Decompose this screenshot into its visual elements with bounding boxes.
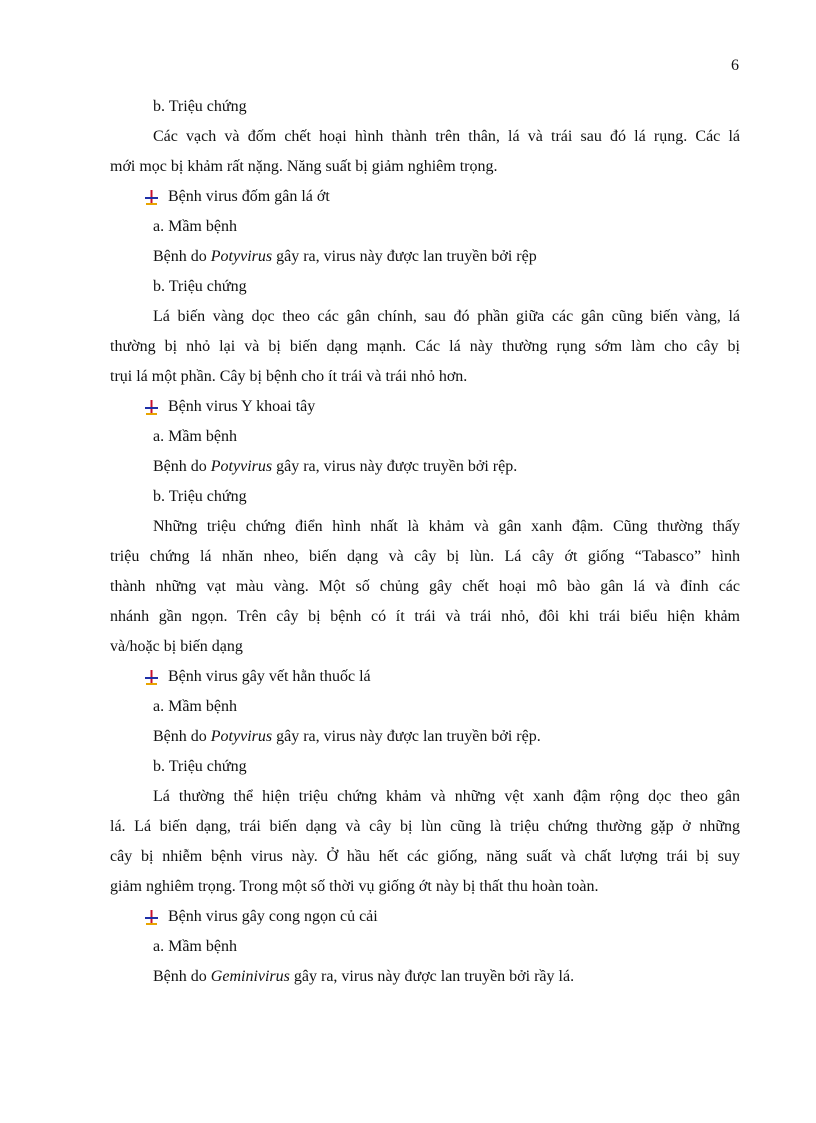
paragraph-line: nhánh gần ngọn. Trên cây bị bệnh có ít trái và trái nhỏ, đôi khi trái biểu hiện khảm <box>110 608 740 625</box>
section-heading <box>110 662 740 692</box>
bullet-icon <box>144 399 159 416</box>
paragraph-line <box>110 452 740 482</box>
bullet-icon <box>144 189 159 206</box>
paragraph-line: thường bị nhỏ lại và bị biến dạng mạnh. Các lá này thường rụng sớm làm cho cây bị <box>110 338 740 355</box>
text-run: gây ra, virus này được lan truyền bởi rầy lá. <box>289 968 575 985</box>
subheading: a. Mầm bệnh <box>153 938 237 955</box>
paragraph-line: Lá thường thể hiện triệu chứng khảm và những vệt xanh đậm rộng dọc theo gân <box>153 788 740 805</box>
paragraph-line: triệu chứng lá nhăn nheo, biến dạng và cây bị lùn. Lá cây ớt giống “Tabasco” hình <box>110 548 740 565</box>
pathogen-name: Potyvirus <box>210 248 273 265</box>
paragraph-line <box>110 242 740 272</box>
paragraph-line: lá. Lá biến dạng, trái biến dạng và cây bị lùn cũng là triệu chứng thường gặp ở những <box>110 818 740 835</box>
subheading: b. Triệu chứng <box>153 488 247 505</box>
page-number: 6 <box>731 57 739 74</box>
paragraph-line: trụi lá một phần. Cây bị bệnh cho ít trái và trái nhỏ hơn. <box>110 368 468 385</box>
section-title: Bệnh virus gây cong ngọn củ cải <box>168 908 378 925</box>
subheading: a. Mầm bệnh <box>153 218 237 235</box>
text-run: Bệnh do <box>153 248 211 265</box>
text-run: gây ra, virus này được truyền bởi rệp. <box>272 458 518 475</box>
text-run: Bệnh do <box>153 968 211 985</box>
bullet-icon <box>144 669 159 686</box>
paragraph-line <box>110 722 740 752</box>
section-title: Bệnh virus Y khoai tây <box>168 398 316 415</box>
subheading: a. Mầm bệnh <box>153 428 237 445</box>
section-heading <box>110 182 740 212</box>
section-title: Bệnh virus gây vết hằn thuốc lá <box>168 668 371 685</box>
section-heading <box>110 392 740 422</box>
subheading: a. Mầm bệnh <box>153 698 237 715</box>
paragraph-line: Các vạch và đốm chết hoại hình thành trên thân, lá và trái sau đó lá rụng. Các lá <box>153 128 740 145</box>
paragraph-line: và/hoặc bị biến dạng <box>110 638 243 655</box>
subheading: b. Triệu chứng <box>153 758 247 775</box>
text-run: Bệnh do <box>153 458 211 475</box>
paragraph-line: mới mọc bị khảm rất nặng. Năng suất bị giảm nghiêm trọng. <box>110 158 498 175</box>
pathogen-name: Geminivirus <box>210 968 290 985</box>
paragraph-line <box>110 962 740 992</box>
pathogen-name: Potyvirus <box>210 728 273 745</box>
bullet-icon <box>144 909 159 926</box>
text-run: Bệnh do <box>153 728 211 745</box>
text-run: gây ra, virus này được lan truyền bởi rệp <box>272 248 537 265</box>
paragraph-line: giảm nghiêm trọng. Trong một số thời vụ giống ớt này bị thất thu hoàn toàn. <box>110 878 599 895</box>
pathogen-name: Potyvirus <box>210 458 273 475</box>
subheading: b. Triệu chứng <box>153 98 247 115</box>
paragraph-line: thành những vạt màu vàng. Một số chủng gây chết hoại mô bào gân lá và đỉnh các <box>110 578 740 595</box>
paragraph-line: cây bị nhiễm bệnh virus này. Ở hầu hết các giống, năng suất và chất lượng trái bị suy <box>110 848 740 865</box>
text-run: gây ra, virus này được lan truyền bởi rệp. <box>272 728 541 745</box>
paragraph-line: Lá biến vàng dọc theo các gân chính, sau đó phần giữa các gân cũng biến vàng, lá <box>153 308 740 325</box>
section-title: Bệnh virus đốm gân lá ớt <box>168 188 330 205</box>
section-heading <box>110 902 740 932</box>
document-body <box>110 92 740 992</box>
subheading: b. Triệu chứng <box>153 278 247 295</box>
paragraph-line: Những triệu chứng điển hình nhất là khảm và gân xanh đậm. Cũng thường thấy <box>153 518 740 535</box>
